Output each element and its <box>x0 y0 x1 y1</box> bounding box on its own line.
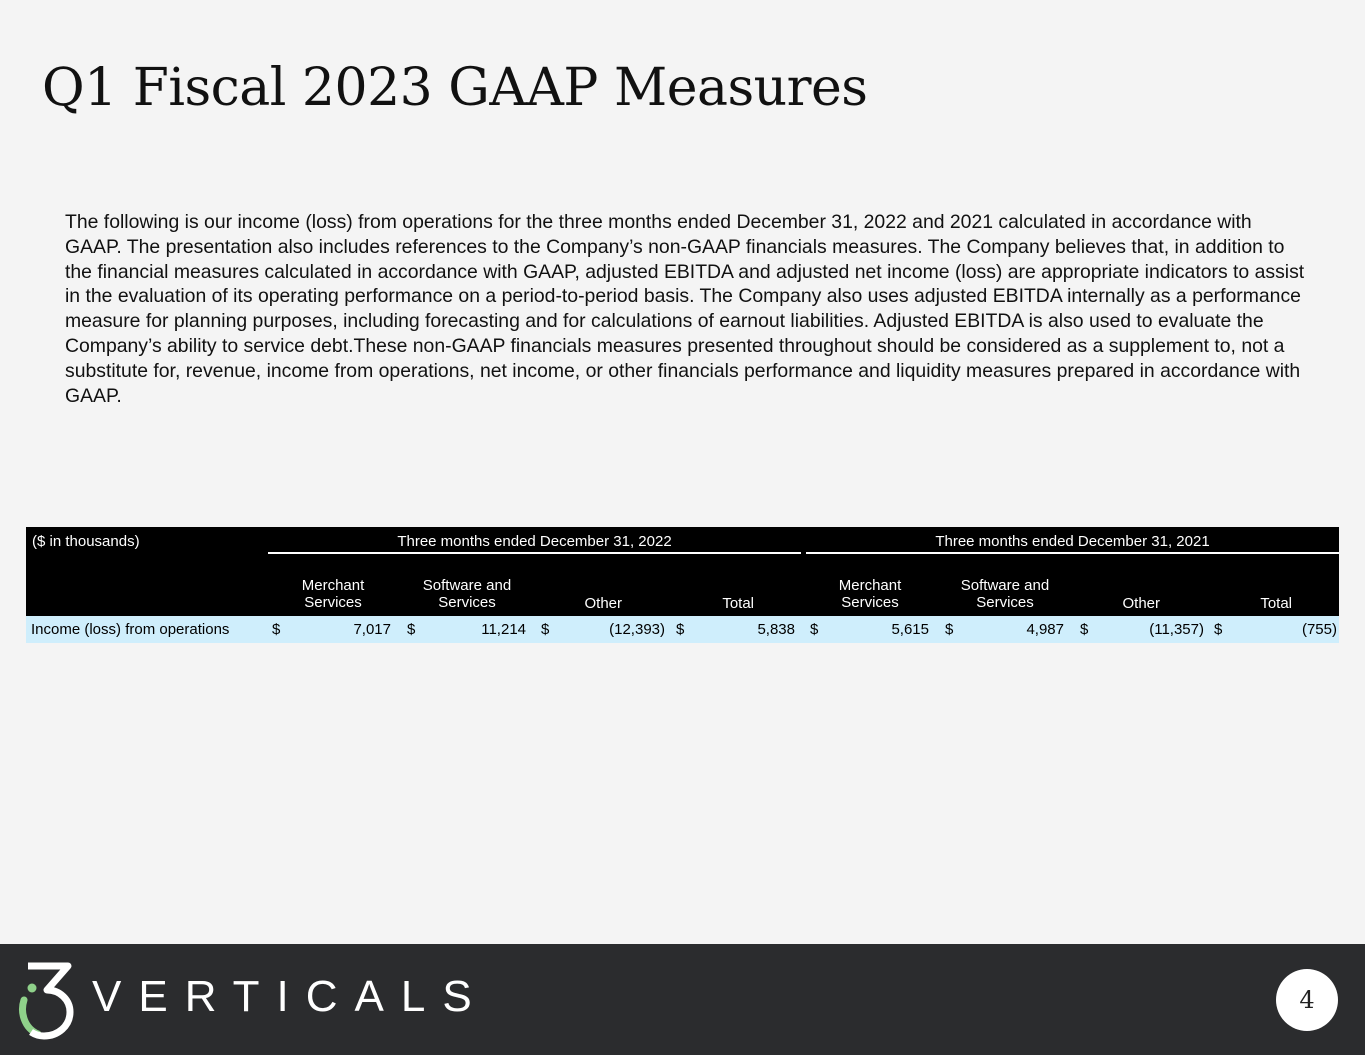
footer-bar <box>0 944 1365 1055</box>
value-other-2022: (12,393) <box>609 621 665 638</box>
value-merchant-2022: 7,017 <box>353 621 391 638</box>
currency-symbol: $ <box>810 621 819 638</box>
table-header <box>26 527 1339 616</box>
col-merchant-services-2021: Merchant Services <box>838 577 902 611</box>
currency-symbol: $ <box>1080 621 1089 638</box>
currency-symbol: $ <box>1214 621 1223 638</box>
value-total-2022: 5,838 <box>757 621 795 638</box>
currency-symbol: $ <box>272 621 281 638</box>
col-merchant-services-2022: Merchant Services <box>301 577 365 611</box>
currency-symbol: $ <box>541 621 550 638</box>
col-software-services-2021: Software and Services <box>960 577 1050 611</box>
period-header-2022: Three months ended December 31, 2022 <box>397 533 672 550</box>
value-software-2022: 11,214 <box>481 621 526 638</box>
logo-wordmark: VERTICALS <box>92 972 489 1021</box>
currency-symbol: $ <box>676 621 685 638</box>
table-row <box>26 616 1339 643</box>
page-number: 4 <box>1276 969 1338 1031</box>
col-software-services-2022: Software and Services <box>422 577 512 611</box>
value-total-2021: (755) <box>1301 621 1337 638</box>
unit-label: ($ in thousands) <box>32 533 140 550</box>
period-rule-2021 <box>806 552 1339 554</box>
col-other-2021: Other <box>1122 595 1160 612</box>
row-label: Income (loss) from operations <box>31 621 230 638</box>
income-table <box>26 527 1339 643</box>
period-rule-2022 <box>268 552 801 554</box>
value-other-2021: (11,357) <box>1149 621 1204 638</box>
col-total-2022: Total <box>722 595 754 612</box>
i3-logo-icon <box>14 960 78 1040</box>
intro-paragraph: The following is our income (loss) from operations for the three months ended December 31, 2022 and 2021 calculated in accordance with GAAP. The presentation also includes references to the Company’s non-GAAP financials measures. The Company believes that, in addition to the financial measures calculated in accordance with GAAP, adjusted EBITDA and adjusted net income (loss) are appropriate indicators to assist in the evaluation of its operating performance on a period-to-period basis. The Company also uses adjusted EBITDA internally as a performance measure for planning purposes, including forecasting and for calculations of earnout liabilities. Adjusted EBITDA is also used to evaluate the Company’s ability to service debt.These non-GAAP financials measures presented throughout should be considered as a supplement to, not a substitute for, revenue, income from operations, net income, or other financials performance and liquidity measures prepared in accordance with GAAP. <box>65 211 1305 407</box>
currency-symbol: $ <box>945 621 954 638</box>
currency-symbol: $ <box>407 621 416 638</box>
period-header-2021: Three months ended December 31, 2021 <box>935 533 1210 550</box>
col-other-2022: Other <box>584 595 622 612</box>
value-software-2021: 4,987 <box>1026 621 1064 638</box>
page-title: Q1 Fiscal 2023 GAAP Measures <box>42 58 868 118</box>
value-merchant-2021: 5,615 <box>891 621 929 638</box>
col-total-2021: Total <box>1260 595 1292 612</box>
